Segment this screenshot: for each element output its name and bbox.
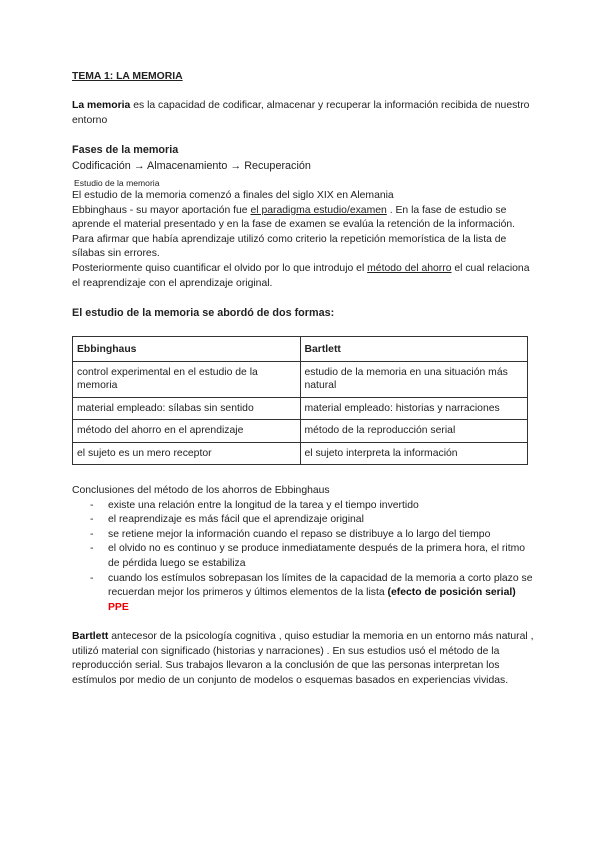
list-item xyxy=(72,572,534,616)
estudio-subheading: Estudio de la memoria xyxy=(74,178,160,188)
estudio-line1: El estudio de la memoria comenzó a finales del siglo XIX en Alemania xyxy=(72,190,394,201)
metodo-ahorro-link: método del ahorro xyxy=(367,262,452,274)
conclusions-heading: Conclusiones del método de los ahorros de Ebbinghaus xyxy=(72,485,330,496)
table-cell: material empleado: sílabas sin sentido xyxy=(73,397,301,420)
table-cell: estudio de la memoria en una situación más natural xyxy=(300,361,528,397)
table-cell: material empleado: historias y narraciones xyxy=(300,397,528,420)
conclusions-list xyxy=(72,499,534,616)
estudio-paragraph xyxy=(72,189,534,291)
table-header-row xyxy=(73,337,528,362)
table-cell: método del ahorro en el aprendizaje xyxy=(73,420,301,443)
document-title: TEMA 1: LA MEMORIA xyxy=(72,71,183,82)
list-item-text: cuando los estímulos sobrepasan los límites de la capacidad de la memoria a corto plazo se recuerdan mejor los primeros y últimos elementos de la lista xyxy=(108,572,533,599)
header-ebbinghaus: Ebbinghaus xyxy=(73,337,301,362)
ahorro-paragraph xyxy=(72,262,534,291)
table-row xyxy=(73,361,528,397)
table-row xyxy=(73,442,528,465)
list-item: - existe una relación entre la longitud de la tarea y el tiempo invertido xyxy=(72,499,534,514)
header-bartlett: Bartlett xyxy=(300,337,528,362)
p2-text-a: Ebbinghaus - su mayor aportación fue xyxy=(72,204,251,216)
table-cell: el sujeto interpreta la información xyxy=(300,442,528,465)
table-row xyxy=(73,397,528,420)
ppe-label: PPE xyxy=(108,601,129,613)
table-heading: El estudio de la memoria se abordó de dos formas: xyxy=(72,307,335,319)
table-row xyxy=(73,420,528,443)
table-cell: control experimental en el estudio de la memoria xyxy=(73,361,301,397)
table-cell: método de la reproducción serial xyxy=(300,420,528,443)
p3-text-a: Posteriormente quiso cuantificar el olvido por lo que introdujo el xyxy=(72,262,368,274)
list-item: - el olvido no es continuo y se produce inmediatamente después de la primera hora, el ritmo de pérdida luego se estabiliza xyxy=(72,542,534,571)
conclusions-section xyxy=(72,484,534,615)
table-cell: el sujeto es un mero receptor xyxy=(73,442,301,465)
efecto-posicion-serial: (efecto de posición serial) xyxy=(387,587,516,599)
paradigma-link: el paradigma estudio/examen xyxy=(250,204,387,216)
bartlett-text: antecesor de la psicología cognitiva , quiso estudiar la memoria en un entorno más natural , utilizó material con significado (historias y narraciones) . En sus estudios usó el método de la reproducción serial. Sus trabajos llevaron a la conclusión de que las personas interpretan los estímulos por medio de un conjunto de modelos o esquemas basados en experiencias vividas. xyxy=(72,631,534,686)
bartlett-term: Bartlett xyxy=(72,631,109,642)
fases-heading: Fases de la memoria xyxy=(72,144,179,156)
list-item: - se retiene mejor la información cuando el repaso se distribuye a lo largo del tiempo xyxy=(72,528,534,543)
intro-term: La memoria xyxy=(72,100,131,111)
intro-text: es la capacidad de codificar, almacenar y recuperar la información recibida de nuestro entorno xyxy=(72,100,530,126)
fases-sequence: Codificación → Almacenamiento → Recuperación xyxy=(72,160,311,172)
list-item: - el reaprendizaje es más fácil que el aprendizaje original xyxy=(72,513,534,528)
p3-text-b: el cual relaciona el reaprendizaje con el aprendizaje original. xyxy=(72,262,530,289)
ebbinghaus-paragraph xyxy=(72,204,534,262)
comparison-table xyxy=(72,336,528,465)
intro-paragraph xyxy=(72,99,530,128)
bartlett-paragraph xyxy=(72,630,534,688)
p2-text-b: . En la fase de estudio se aprende el material presentado y en la fase de examen se evalúa la retención de la información. Para afirmar que había aprendizaje utilizó como criterio la repetición memorística de la lista de sílabas sin errores. xyxy=(72,204,516,260)
